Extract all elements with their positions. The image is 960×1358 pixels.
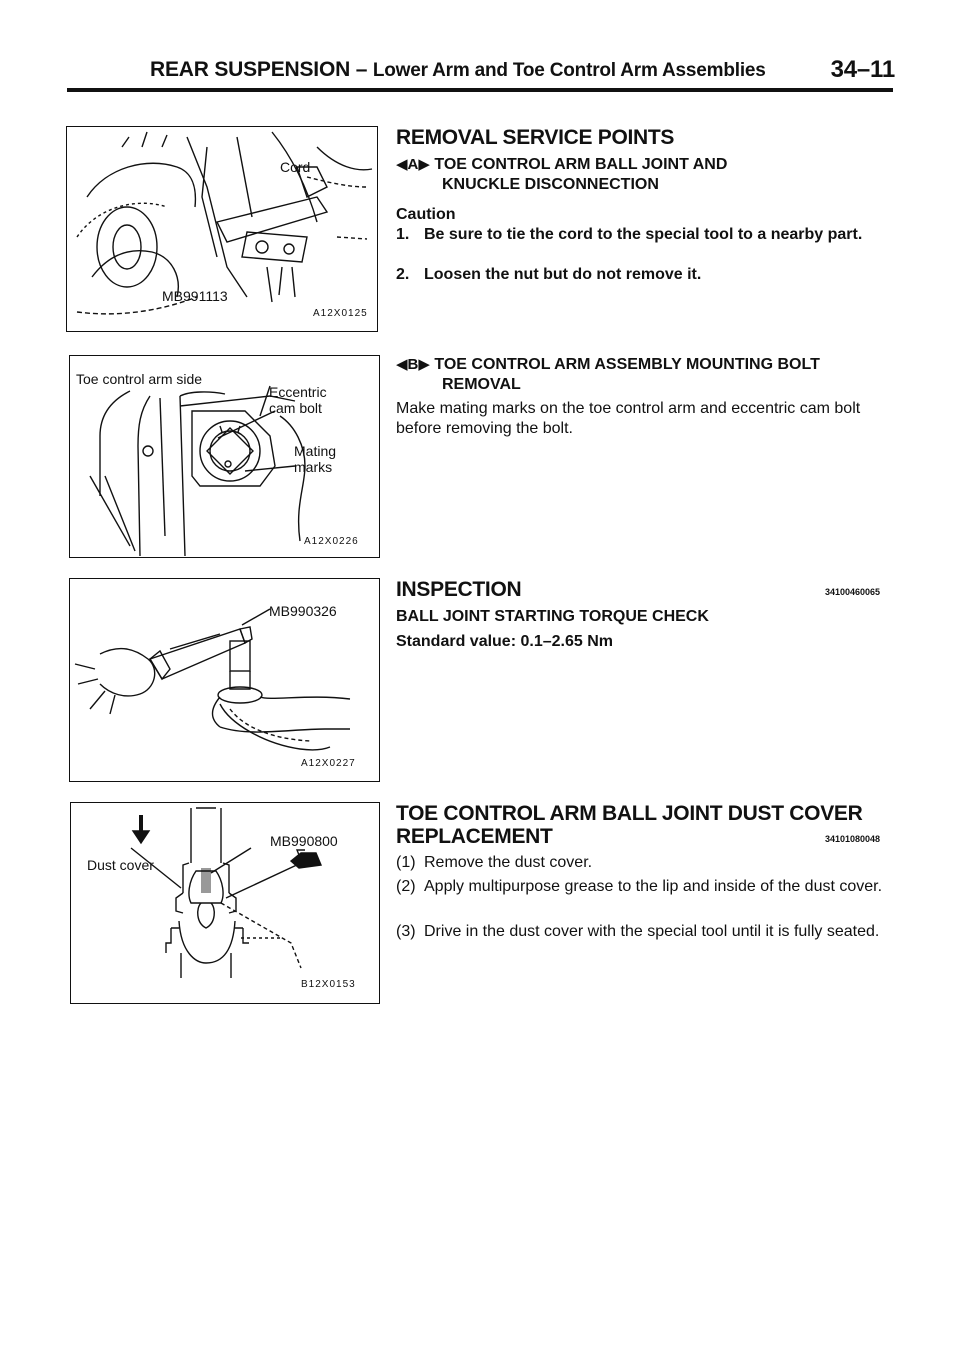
replacement-step-1-num: (1): [396, 854, 416, 871]
figure-code-1: A12X0125: [313, 308, 368, 319]
label-tool-mb990800: MB990800: [270, 833, 338, 849]
figure-code-4: B12X0153: [301, 979, 356, 990]
figure-code-2: A12X0226: [304, 536, 359, 547]
inspection-standard-value: Standard value: 0.1–2.65 Nm: [396, 633, 613, 650]
figure-ball-joint-tool: [66, 126, 378, 332]
label-cord: Cord: [280, 159, 311, 175]
header-subsection: Lower Arm and Toe Control Arm Assemblies: [372, 60, 766, 81]
replacement-step-2-text: Apply multipurpose grease to the lip and inside of the dust cover.: [424, 878, 883, 895]
replacement-step-3: [396, 922, 894, 942]
label-tool-mb991113: MB991113: [162, 288, 228, 304]
replacement-title-line2: REPLACEMENT: [396, 825, 553, 848]
replacement-step-3-text: Drive in the dust cover with the special tool until it is fully seated.: [424, 923, 880, 940]
subsection-a-heading: [396, 155, 916, 195]
replacement-step-2-num: (2): [396, 878, 416, 895]
marker-a: ◀A▶: [396, 156, 430, 173]
label-eccentric-cam-bolt: Eccentric cam bolt: [269, 384, 327, 416]
label-mating-marks: Mating marks: [294, 443, 337, 475]
label-toe-control-arm-side: Toe control arm side: [76, 371, 203, 387]
replacement-code: 34101080048: [825, 834, 881, 844]
caution-item-1: [396, 225, 894, 245]
header-rule: [67, 88, 893, 92]
subsection-b-text: Make mating marks on the toe control arm and eccentric cam bolt before removing the bolt.: [396, 400, 861, 437]
page-number: 34–11: [830, 56, 895, 83]
caution-item-2-text: Loosen the nut but do not remove it.: [424, 266, 702, 283]
replacement-step-3-num: (3): [396, 923, 416, 940]
inspection-code: 34100460065: [825, 587, 881, 597]
label-dust-cover: Dust cover: [87, 857, 154, 873]
figure-eccentric-cam-bolt: [69, 355, 380, 558]
subsection-a-line2: KNUCKLE DISCONNECTION: [442, 176, 659, 193]
header-section: REAR SUSPENSION: [150, 58, 351, 81]
subsection-b-line1: TOE CONTROL ARM ASSEMBLY MOUNTING BOLT: [434, 356, 820, 373]
header-separator: –: [355, 58, 368, 81]
inspection-check-title: BALL JOINT STARTING TORQUE CHECK: [396, 608, 709, 625]
figure-dust-cover: [70, 802, 380, 1004]
replacement-step-2: [396, 877, 894, 897]
subsection-b-heading: [396, 355, 916, 395]
label-tool-mb990326: MB990326: [269, 603, 337, 619]
caution-item-1-num: 1.: [396, 226, 410, 243]
caution-item-2: [396, 265, 894, 285]
marker-b: ◀B▶: [396, 356, 430, 373]
replacement-step-1-text: Remove the dust cover.: [424, 854, 593, 871]
subsection-b-line2: REMOVAL: [442, 376, 521, 393]
figure-torque-check: [69, 578, 380, 782]
figure-code-3: A12X0227: [301, 758, 356, 769]
inspection-title: INSPECTION: [396, 578, 522, 601]
caution-item-2-num: 2.: [396, 266, 410, 283]
replacement-step-1: [396, 853, 894, 873]
removal-section-title: REMOVAL SERVICE POINTS: [396, 126, 675, 149]
caution-label: Caution: [396, 206, 456, 223]
caution-item-1-text: Be sure to tie the cord to the special tool to a nearby part.: [424, 226, 863, 243]
page-header: [150, 58, 895, 86]
subsection-a-line1: TOE CONTROL ARM BALL JOINT AND: [434, 156, 728, 173]
replacement-title-line1: TOE CONTROL ARM BALL JOINT DUST COVER: [396, 802, 863, 825]
